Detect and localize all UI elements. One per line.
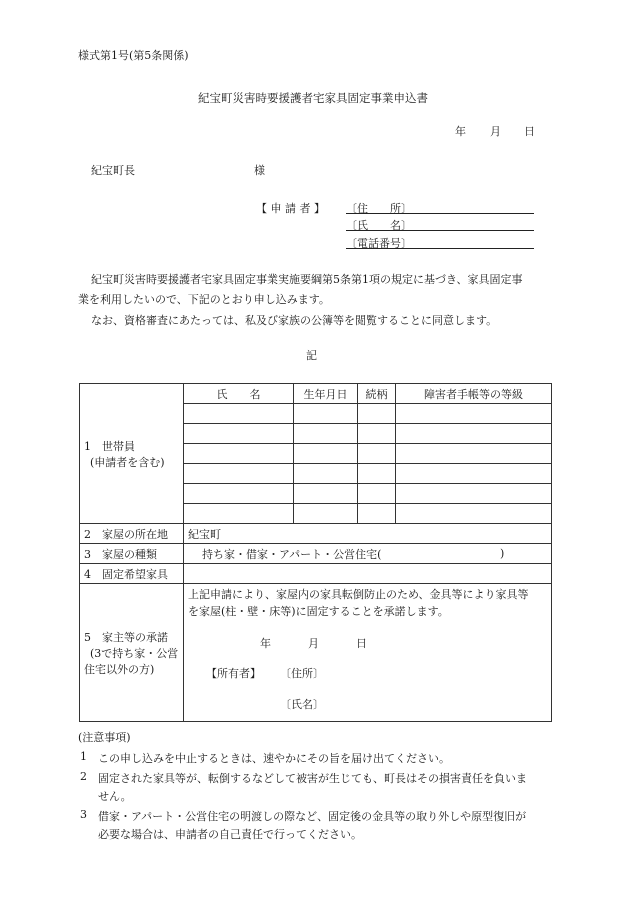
owner-label: 【所有者】 — [206, 667, 261, 680]
consent-year: 年 — [260, 637, 271, 650]
consent-text-1: 上記申請により、家屋内の家具転倒防止のため、金具等により家具等 — [188, 588, 529, 601]
member-birth-cell[interactable] — [294, 404, 358, 424]
member-name-cell[interactable] — [184, 464, 294, 484]
consent-label-1: 5 家主等の承諾 — [84, 630, 168, 644]
addressee-honorific: 様 — [254, 164, 265, 177]
applicant-label: 【 申 請 者 】 — [256, 202, 325, 215]
table-header-row — [80, 384, 552, 404]
member-name-cell[interactable] — [184, 444, 294, 464]
consent-label-3: 住宅以外の方) — [84, 662, 155, 676]
form-number: 様式第1号(第5条関係) — [78, 49, 189, 62]
member-name-cell[interactable] — [184, 404, 294, 424]
note-1-number: 1 — [80, 750, 87, 763]
location-value[interactable]: 紀宝町 — [184, 524, 552, 544]
owner-address: 〔住所〕 — [280, 667, 324, 680]
application-table — [79, 383, 552, 722]
date-month: 月 — [490, 125, 501, 138]
location-row — [80, 524, 552, 544]
consent-month: 月 — [308, 637, 319, 650]
household-label: 1 世帯員 — [84, 439, 135, 453]
member-birth-cell[interactable] — [294, 464, 358, 484]
note-2-text-a: 固定された家具等が、転倒するなどして被害が生じても、町長はその損害責任を負いま — [98, 772, 527, 785]
member-relation-cell[interactable] — [358, 464, 396, 484]
consent-text-2: を家屋(柱・壁・床等)に固定することを承諾します。 — [188, 605, 449, 618]
furniture-row — [80, 564, 552, 584]
body-line-3: なお、資格審査にあたっては、私及び家族の公簿等を閲覧することに同意します。 — [91, 314, 498, 327]
type-value: 持ち家・借家・アパート・公営住宅( — [202, 547, 382, 561]
member-relation-cell[interactable] — [358, 404, 396, 424]
member-name-cell[interactable] — [184, 484, 294, 504]
type-value-cell[interactable] — [184, 544, 552, 564]
address-underline — [346, 213, 534, 214]
address-label: 〔住 所〕 — [346, 202, 412, 215]
ki-mark: 記 — [306, 349, 317, 362]
member-name-cell[interactable] — [184, 424, 294, 444]
member-disability-cell[interactable] — [396, 464, 552, 484]
member-disability-cell[interactable] — [396, 444, 552, 464]
type-close: ) — [500, 547, 505, 560]
note-3-number: 3 — [80, 808, 87, 821]
note-1-text: この申し込みを中止するときは、速やかにその旨を届け出てください。 — [98, 752, 450, 765]
form-title: 紀宝町災害時要援護者宅家具固定事業申込書 — [198, 91, 428, 105]
consent-row — [80, 584, 552, 722]
name-underline — [346, 230, 534, 231]
location-label: 2 家屋の所在地 — [80, 524, 184, 544]
member-birth-cell[interactable] — [294, 504, 358, 524]
member-birth-cell[interactable] — [294, 484, 358, 504]
furniture-value[interactable] — [184, 564, 552, 584]
member-relation-cell[interactable] — [358, 424, 396, 444]
date-year: 年 — [455, 125, 466, 138]
household-sub: (申請者を含む) — [90, 455, 165, 469]
phone-label: 〔電話番号〕 — [346, 237, 412, 250]
member-disability-cell[interactable] — [396, 424, 552, 444]
member-name-cell[interactable] — [184, 504, 294, 524]
type-label: 3 家屋の種類 — [80, 544, 184, 564]
consent-cell[interactable] — [184, 584, 552, 722]
type-row — [80, 544, 552, 564]
col-disability-header: 障害者手帳等の等級 — [396, 384, 552, 404]
col-name-header: 氏 名 — [184, 384, 294, 404]
furniture-label: 4 固定希望家具 — [80, 564, 184, 584]
addressee-name: 紀宝町長 — [91, 164, 135, 177]
col-relation-header: 続柄 — [358, 384, 396, 404]
date-day: 日 — [524, 125, 535, 138]
member-relation-cell[interactable] — [358, 504, 396, 524]
phone-underline — [346, 248, 534, 249]
consent-label-cell — [80, 584, 184, 722]
col-birth-header: 生年月日 — [294, 384, 358, 404]
body-line-2: 業を利用したいので、下記のとおり申し込みます。 — [78, 293, 330, 306]
consent-label-2: (3で持ち家・公営 — [90, 646, 179, 660]
body-line-1: 紀宝町災害時要援護者宅家具固定事業実施要綱第5条第1項の規定に基づき、家具固定事 — [91, 273, 523, 286]
notes-heading: (注意事項) — [78, 731, 131, 744]
owner-name: 〔氏名〕 — [280, 698, 324, 711]
member-disability-cell[interactable] — [396, 404, 552, 424]
member-birth-cell[interactable] — [294, 444, 358, 464]
member-disability-cell[interactable] — [396, 484, 552, 504]
member-relation-cell[interactable] — [358, 444, 396, 464]
member-birth-cell[interactable] — [294, 424, 358, 444]
consent-day: 日 — [356, 637, 367, 650]
note-3-text-a: 借家・アパート・公営住宅の明渡しの際など、固定後の金具等の取り外しや原型復旧が — [98, 810, 527, 823]
member-disability-cell[interactable] — [396, 504, 552, 524]
member-relation-cell[interactable] — [358, 484, 396, 504]
note-2-text-b: せん。 — [98, 790, 132, 803]
note-3-text-b: 必要な場合は、申請者の自己責任で行ってください。 — [98, 828, 362, 841]
note-2-number: 2 — [80, 770, 87, 783]
household-label-cell — [80, 384, 184, 524]
name-label: 〔氏 名〕 — [346, 219, 412, 232]
